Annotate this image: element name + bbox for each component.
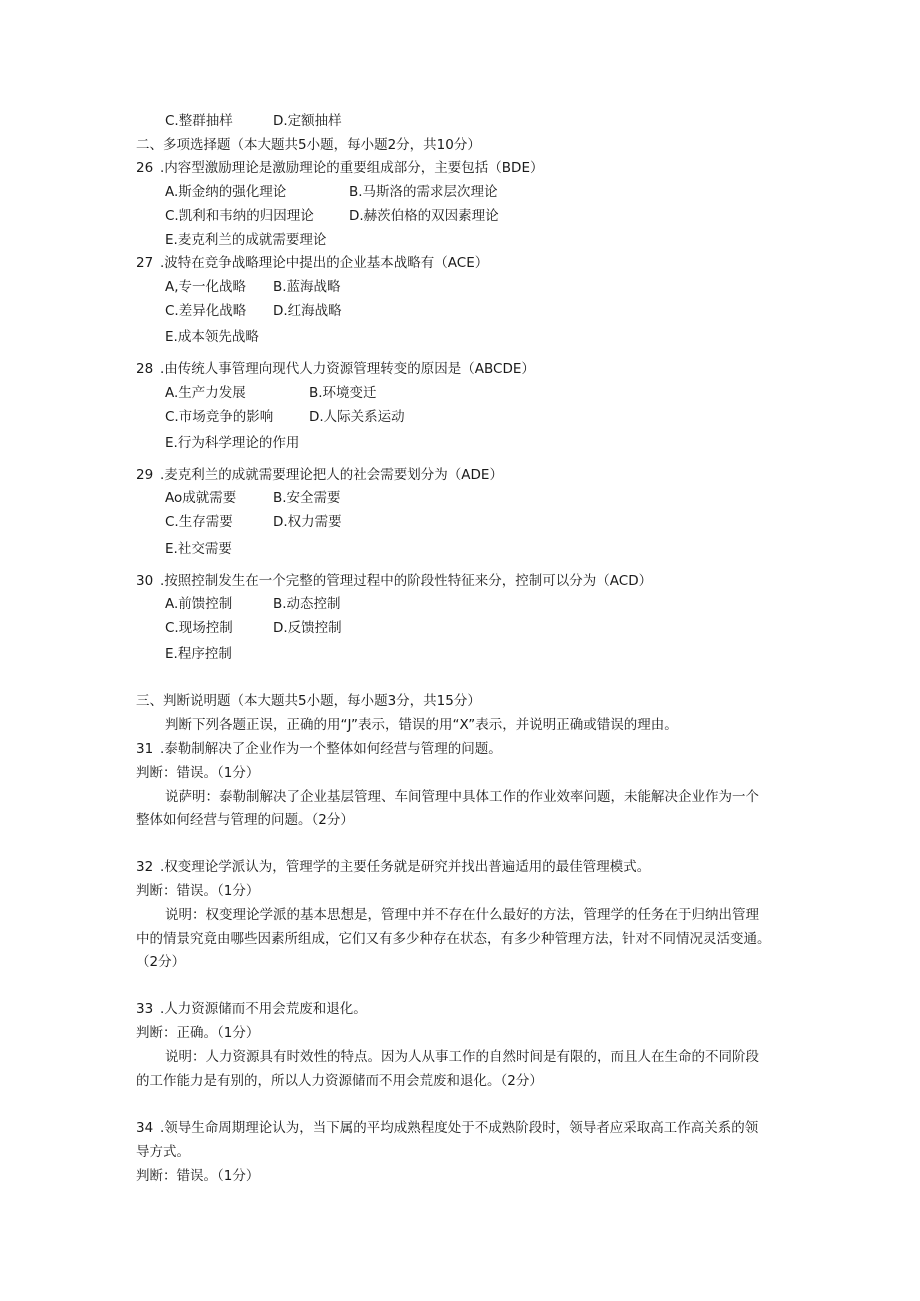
- explanation-line: 说萨明：泰勒制解决了企业基层管理、车间管理中具体工作的作业效率问题，未能解决企业作为一个: [165, 789, 759, 805]
- question-number: 34: [136, 1120, 154, 1136]
- judgement: 判断：正确。（1分）: [136, 1025, 260, 1041]
- section-instruction: 判断下列各题正误，正确的用“J”表示，错误的用“X”表示，并说明正确或错误的理由。: [165, 717, 678, 733]
- question-number: 26: [136, 160, 154, 176]
- question-stem: .波特在竞争战略理论中提出的企业基本战略有（ACE）: [160, 255, 489, 271]
- option-a: A.生产力发展: [165, 385, 246, 401]
- question-number: 33: [136, 1001, 154, 1017]
- option-b: B.马斯洛的需求层次理论: [349, 184, 498, 200]
- question-number: 29: [136, 467, 154, 483]
- option-e: E.行为科学理论的作用: [165, 435, 300, 451]
- option-c: C.整群抽样: [165, 113, 233, 129]
- question-stem: .领导生命周期理论认为，当下属的平均成熟程度处于不成熟阶段时，领导者应采取高工作高关系的领: [160, 1120, 759, 1136]
- option-b: B.蓝海战略: [273, 279, 341, 295]
- option-b: B.环境变迁: [309, 385, 377, 401]
- section-title: 三、判断说明题（本大题共5小题，每小题3分，共15分）: [136, 693, 481, 709]
- option-a: A,专一化战略: [165, 279, 247, 295]
- option-b: B.安全需要: [273, 490, 341, 506]
- question-stem-continued: 导方式。: [136, 1144, 190, 1160]
- question-stem: .人力资源储而不用会荒废和退化。: [160, 1001, 367, 1017]
- question-number: 32: [136, 859, 154, 875]
- question-number: 31: [136, 741, 154, 757]
- option-e: E.麦克利兰的成就需要理论: [165, 232, 327, 248]
- question-stem: .麦克利兰的成就需要理论把人的社会需要划分为（ADE）: [160, 467, 503, 483]
- option-d: D.定额抽样: [273, 113, 342, 129]
- explanation-line: 整体如何经营与管理的问题。（2分）: [136, 812, 354, 828]
- question-stem: .泰勒制解决了企业作为一个整体如何经营与管理的问题。: [160, 741, 502, 757]
- option-c: C.凯利和韦纳的归因理论: [165, 208, 314, 224]
- question-stem: .权变理论学派认为，管理学的主要任务就是研究并找出普遍适用的最佳管理模式。: [160, 859, 651, 875]
- option-e: E.成本领先战略: [165, 329, 259, 345]
- option-d: D.人际关系运动: [309, 409, 405, 425]
- question-number: 27: [136, 255, 154, 271]
- option-e: E.程序控制: [165, 646, 232, 662]
- option-a: A.前馈控制: [165, 596, 233, 612]
- explanation-line: （2分）: [136, 954, 186, 970]
- question-number: 30: [136, 573, 154, 589]
- judgement: 判断：错误。（1分）: [136, 765, 260, 781]
- option-e: E.社交需要: [165, 541, 232, 557]
- section-title: 二、多项选择题（本大题共5小题，每小题2分，共10分）: [136, 137, 481, 153]
- option-a: A.斯金纳的强化理论: [165, 184, 287, 200]
- option-c: C.差异化战略: [165, 303, 247, 319]
- option-d: D.红海战略: [273, 303, 342, 319]
- option-c: C.市场竞争的影响: [165, 409, 274, 425]
- option-a: Ao成就需要: [165, 490, 237, 506]
- question-stem: .按照控制发生在一个完整的管理过程中的阶段性特征来分，控制可以分为（ACD）: [160, 573, 653, 589]
- explanation-line: 说明：人力资源具有时效性的特点。因为人从事工作的自然时间是有限的，而且人在生命的不同阶段: [165, 1049, 759, 1065]
- explanation-line: 中的情景究竟由哪些因素所组成，它们又有多少种存在状态，有多少种管理方法，针对不同情况灵活变通。: [136, 931, 771, 947]
- judgement: 判断：错误。（1分）: [136, 1168, 260, 1184]
- judgement: 判断：错误。（1分）: [136, 883, 260, 899]
- option-d: D.权力需要: [273, 514, 342, 530]
- question-stem: .内容型激励理论是激励理论的重要组成部分，主要包括（BDE）: [160, 160, 544, 176]
- option-b: B.动态控制: [273, 596, 341, 612]
- question-number: 28: [136, 361, 154, 377]
- explanation-line: 说明：权变理论学派的基本思想是，管理中并不存在什么最好的方法，管理学的任务在于归纳出管理: [165, 907, 759, 923]
- option-d: D.反馈控制: [273, 620, 342, 636]
- question-stem: .由传统人事管理向现代人力资源管理转变的原因是（ABCDE）: [160, 361, 535, 377]
- option-c: C.现场控制: [165, 620, 233, 636]
- option-d: D.赫茨伯格的双因素理论: [349, 208, 499, 224]
- explanation-line: 的工作能力是有别的，所以人力资源储而不用会荒废和退化。（2分）: [136, 1073, 543, 1089]
- option-c: C.生存需要: [165, 514, 233, 530]
